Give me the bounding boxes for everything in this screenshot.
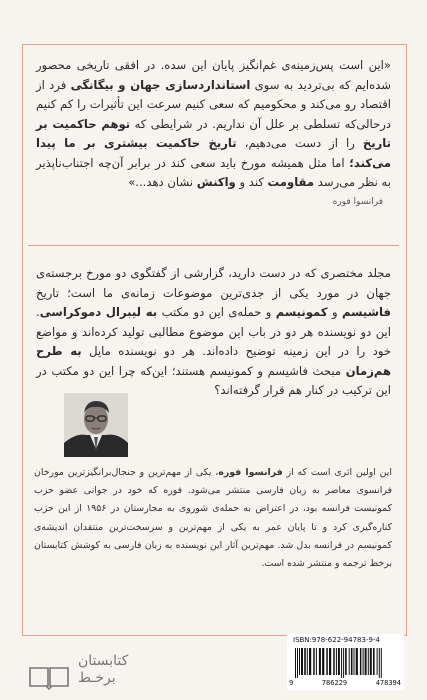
section-divider [28,245,399,246]
barcode-bar [381,648,382,678]
barcode-bar [333,648,335,675]
barcode-digit-group: 478394 [375,679,401,687]
quote-part: «این است پس‌زمینه‌ی غم‌انگیز پایان این سده. در افقی تاریخی محصور شده‌ایم که بی‌تردید به سوی [36,58,392,92]
quote-part: کند و [239,175,264,189]
barcode-bar [297,648,298,678]
barcode-bar [345,648,347,675]
barcode-bar [338,648,340,675]
barcode-bar [299,648,300,675]
bio-part: این اولین اثری است که از [286,467,393,478]
barcode-bar [370,648,372,675]
barcode-digit-group: 9 [289,679,294,687]
intro-part: و حمله‌ی این دو مکتب [161,305,272,319]
barcode-bar [309,648,311,675]
quote-part: نشان دهد...» [128,175,194,189]
author-portrait [64,393,128,457]
open-book-icon [28,664,70,690]
barcode-bar [295,648,296,678]
barcode-bar [360,648,362,675]
quote-part: را از دست می‌دهیم، [244,136,355,150]
barcode-bar [316,648,317,675]
barcode-bar [351,648,353,675]
barcode-bar [326,648,328,675]
quote-author: فرانسوا فوره [332,196,383,207]
barcode-bar [336,648,337,675]
barcode-bar [377,648,378,675]
barcode-bar [307,648,308,675]
intro-text [36,264,391,401]
quote-emphasis: مقاومت [267,175,315,189]
quote-emphasis: تاریخ حاکمیت بیشتری بر ما پیدا می‌کند؛ [36,136,392,170]
publisher-name-line1: کتابستان [78,653,129,669]
intro-emphasis: به لیبرال دموکراسی [39,305,158,319]
barcode-bar [313,648,315,675]
author-bio [34,464,392,573]
barcode [287,634,404,690]
quote-part: فرد از اقتصاد رو می‌کند و محکومیم که سعی کنیم سرعت این تأثیرات را کم کنیم درحالی‌که تسلطی بر علل آن نداریم. در شرایطی که [36,77,392,131]
barcode-bar [341,648,342,678]
bio-part: ، یکی از مهم‌ترین و جنجال‌برانگیزترین مورخان فرانسوی معاصر به زبان فارسی منتشر می‌شود. فوره که خود در جوانی عضو حزب کمونیست فرانسه بود، در اعتراض به حمله‌ی شوروی به مجارستان در ۱۹۵۶ از این حزب کناره‌گیری کرد و تا پایان عمر به یکی از مهم‌ترین و سرسخت‌ترین منتقدان اندیشه‌ی کمونیسم در فرانسه بدل شد. مهم‌ترین آثار این نویسنده به زبان فارسی به کوشش کتابستان برخط ترجمه و منتشر شده است. [34,467,392,570]
barcode-bar [322,648,324,675]
intro-part: مبحث فاشیسم و کمونیسم هستند؛ این‌که چرا این دو مکتب در این ترکیب در کنار هم قرار گرفته‌اند؟ [36,363,391,397]
intro-emphasis: کمونیسم [275,305,328,319]
barcode-bar [373,648,375,675]
barcode-bar [304,648,306,675]
quote-part: اما مثل همیشه مورخ باید سعی کند در برابر آن‌چه اجتناب‌ناپذیر به نظر می‌رسد [36,155,391,189]
quote-emphasis: واکنش [196,175,236,189]
barcode-bar [349,648,350,675]
barcode-bar [343,648,344,678]
author-portrait-image [64,393,128,457]
quote-text [36,56,391,193]
barcode-bar [363,648,364,675]
intro-emphasis: فاشیسم [342,305,391,319]
barcode-bar [329,648,331,675]
barcode-digits [289,679,401,687]
intro-part: . این دو نویسنده هر دو در باب این موضوع مطالبی تولید کرده‌اند و مواضع خود را در این زمینه توضیح داده‌اند. هر دو نویسنده مایل [36,305,391,358]
barcode-bar [356,648,358,675]
publisher-logo [28,653,148,686]
barcode-bar [354,648,355,675]
intro-emphasis: به طرح هم‌زمان [36,344,392,378]
barcode-digit-group: 786229 [321,679,348,687]
quote-emphasis: توهم حاکمیت بر تاریخ [36,116,392,150]
publisher-name-line2: برخـط [78,670,116,686]
quote-emphasis: استانداردسازی جهان و بیگانگی [70,77,251,92]
publisher-name [78,653,153,687]
bio-emphasis: فرانسوا فوره [218,467,283,478]
barcode-bar [379,648,380,678]
barcode-bar [365,648,367,675]
intro-part: و [331,305,338,319]
quote-block [36,56,391,207]
barcode-bar [319,648,321,675]
barcode-bars [295,648,397,678]
barcode-bar [301,648,303,675]
barcode-bar [368,648,369,675]
isbn-label: ISBN:978-622-94783-9-4 [293,636,380,644]
intro-part: مجلد مختصری که در دست دارید، گزارشی از گفتگوی دو مورخ برجسته‌ی جهان در مورد یکی از جدی‌ترین موضوعات زمانه‌ی ما است؛ تاریخ [36,266,391,300]
